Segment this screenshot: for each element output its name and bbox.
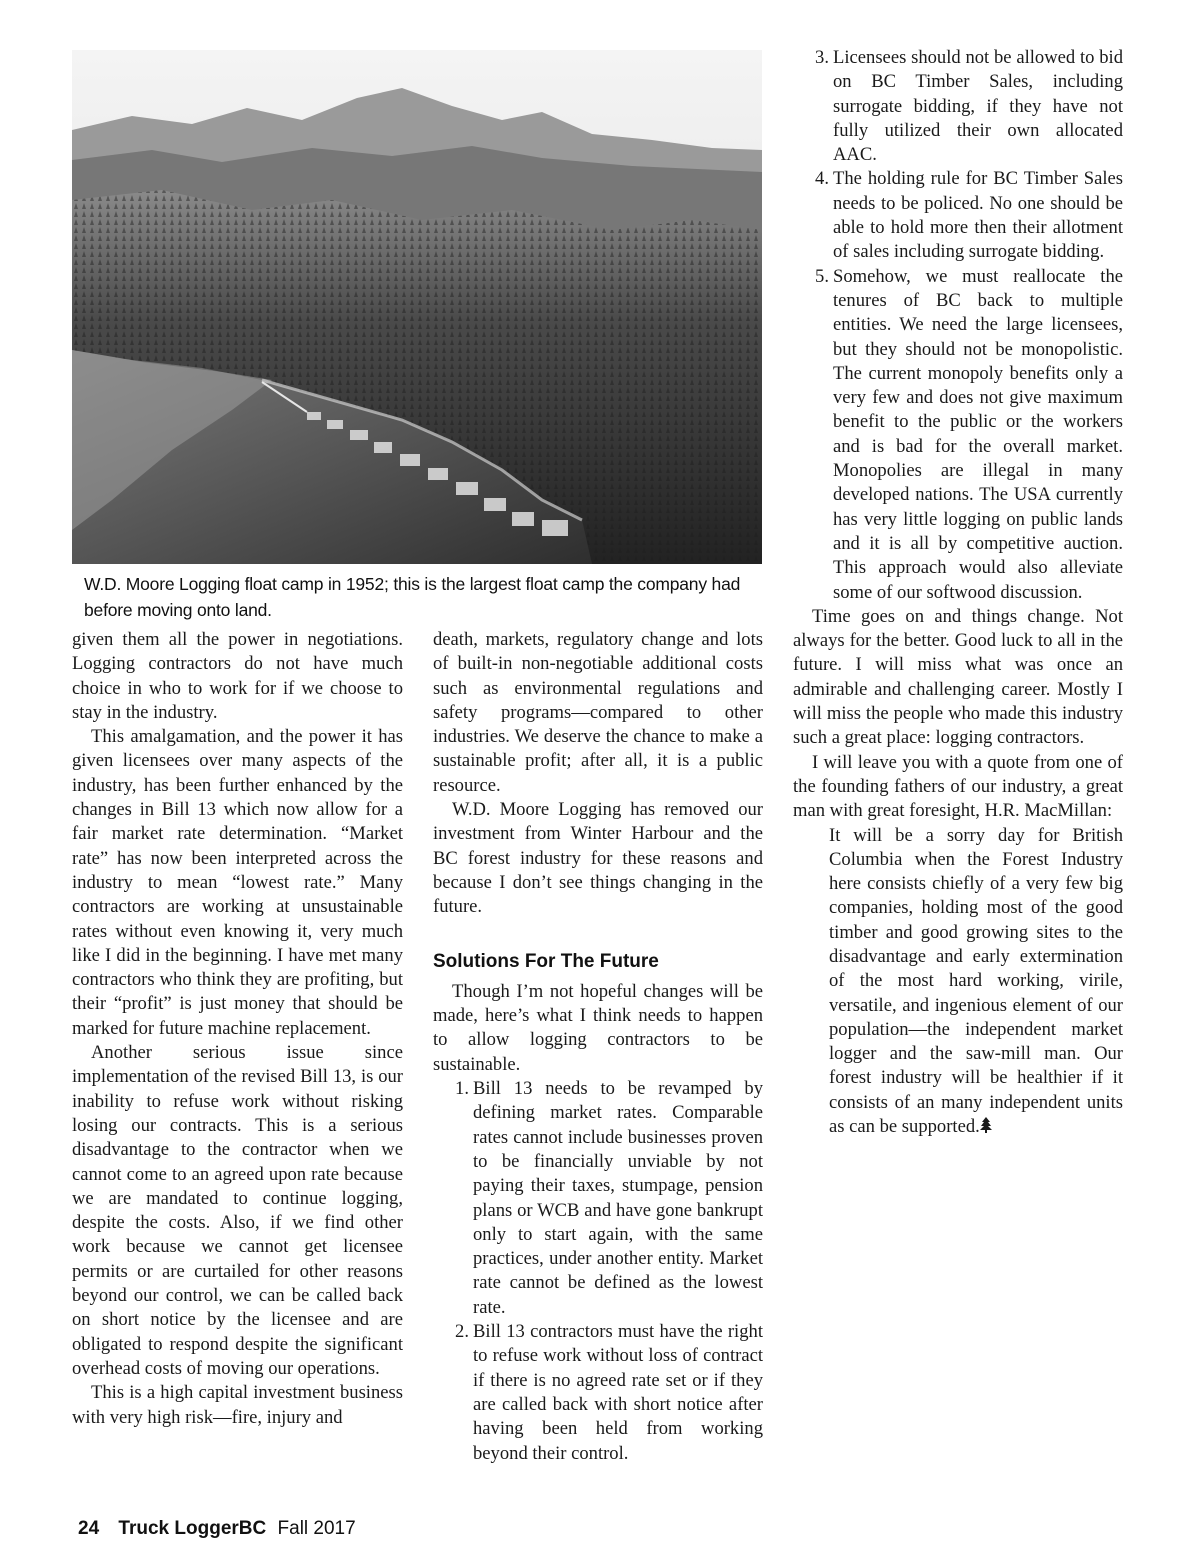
magazine-title: Truck LoggerBC (118, 1518, 267, 1539)
column-1 (72, 628, 403, 1430)
section-heading: Solutions For The Future (433, 950, 659, 972)
list-item (433, 1077, 763, 1320)
solutions-list-continued (793, 46, 1123, 605)
paragraph: Time goes on and things change. Not always for the better. Good luck to all in the future. I will miss what was once an admirable and challenging career. Mostly I will miss the people who made this industry such a great place: logging contractors. (793, 605, 1123, 749)
tree-end-mark-icon (980, 1117, 992, 1133)
column-2 (433, 628, 763, 1466)
paragraph: Though I’m not hopeful changes will be made, here’s what I think needs to happen to allow logging contractors to be sustainable. (433, 980, 763, 1075)
list-number: 2. (455, 1321, 469, 1343)
page-footer (78, 1518, 356, 1540)
float-camp-photo (72, 50, 762, 564)
block-quote (829, 824, 1123, 1140)
list-number: 5. (815, 265, 829, 287)
column-3 (793, 46, 1123, 1139)
page-number: 24 (78, 1518, 100, 1539)
issue-label: Fall 2017 (277, 1518, 356, 1539)
list-text: Bill 13 contractors must have the right to refuse work without loss of contract if there is no agreed rate set or if they are called back with short notice after having been held from working beyond their control. (473, 1321, 763, 1464)
paragraph: I will leave you with a quote from one of the founding fathers of our industry, a great man with great foresight, H.R. MacMillan: (793, 751, 1123, 822)
quote-text: It will be a sorry day for British Columbia when the Forest Industry here consists chiefly of a very few big companies, holding most of the good timber and good growing sites to the disadvantage and early extermination of the most hard working, virile, versatile, and ingenious element of our population—the independent market logger and the saw-mill man. Our forest industry will be healthier if it consists of an many independent units as can be supported. (829, 824, 1123, 1138)
list-number: 4. (815, 168, 829, 190)
list-text: The holding rule for BC Timber Sales needs to be policed. No one should be able to hold more then their allotment of sales including surrogate bidding. (833, 168, 1123, 263)
photo-caption: W.D. Moore Logging float camp in 1952; this is the largest float camp the company had before moving onto land. (84, 574, 741, 620)
paragraph: W.D. Moore Logging has removed our investment from Winter Harbour and the BC forest industry for these reasons and because I don’t see things changing in the future. (433, 799, 763, 918)
list-text: Somehow, we must reallocate the tenures of BC back to multiple entities. We need the large licensees, but they should not be monopolistic. The current monopoly benefits only a very few and does not give maximum benefit to the public or the workers and is bad for the overall market. Monopolies are illegal in many developed nations. The USA currently has very little logging on public lands and it is all by competitive auction. This approach would also alleviate some of our softwood discussion. (833, 265, 1123, 603)
paragraph: given them all the power in negotiations. Logging contractors do not have much choice in who to work for if we choose to stay in the industry. (72, 629, 403, 723)
paragraph: Another serious issue since implementation of the revised Bill 13, is our inability to refuse work without risking losing our contracts. This is a serious disadvantage to the contractor when we cannot come to an agreed upon rate because we are mandated to continue logging, despite the costs. Also, if we find other work because we cannot get licensee permits or are curtailed for other reasons beyond our control, we can be called back on short notice by the licensee and are obligated to respond despite the significant overhead costs of moving our operations. (72, 1042, 403, 1379)
list-number: 3. (815, 47, 829, 68)
list-number: 1. (455, 1078, 469, 1100)
paragraph: This is a high capital investment business with very high risk—fire, injury and (72, 1382, 403, 1428)
solutions-list (433, 1077, 763, 1466)
list-text: Licensees should not be allowed to bid on BC Timber Sales, including surrogate bidding, if they have not fully utilized their own allocated AAC. (833, 47, 1123, 166)
paragraph: This amalgamation, and the power it has given licensees over many aspects of the industry, has been further enhanced by the changes in Bill 13 which now allow for a fair market rate determination. “Market rate” has now been interpreted across the industry to mean “lowest rate.” Many contractors are working at unsustainable rates without even knowing it, very much like I did in the beginning. I have met many contractors who think they are profiting, but their “profit” is just money that should be marked for future machine replacement. (72, 726, 403, 1039)
list-item (793, 265, 1123, 605)
list-text: Bill 13 needs to be revamped by defining market rates. Comparable rates cannot include businesses proven to be financially unviable by not paying their taxes, stumpage, pension plans or WCB and have gone bankrupt only to start again, with the same practices, under another entity. Market rate cannot be defined as the lowest rate. (473, 1078, 763, 1318)
list-item (793, 46, 1123, 167)
paragraph: death, markets, regulatory change and lots of built-in non-negotiable additional costs such as environmental regulations and safety programs—compared to other industries. We deserve the chance to make a sustainable profit; after all, it is a public resource. (433, 629, 763, 796)
list-item (793, 167, 1123, 264)
list-item (433, 1320, 763, 1466)
